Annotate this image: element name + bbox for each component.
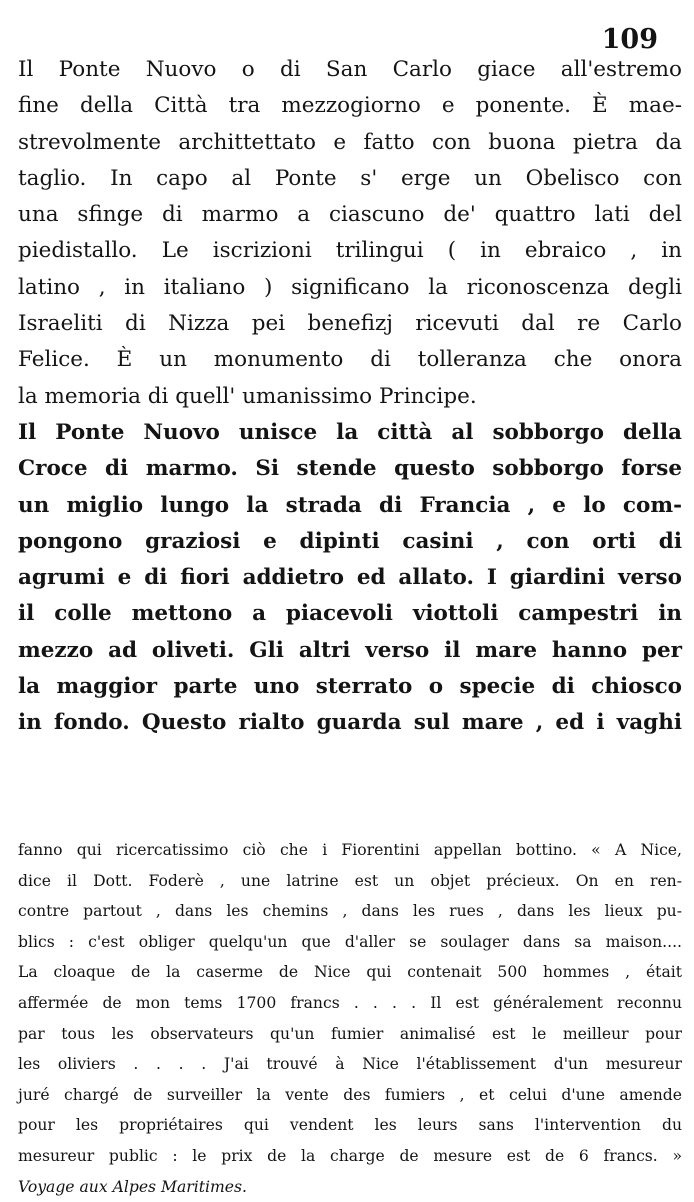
footnote-line: mesureur public : le prix de la charge de mesure est de 6 francs. » bbox=[18, 1146, 682, 1165]
text-line: taglio. In capo al Ponte s' erge un Obelisco con bbox=[18, 165, 682, 191]
text-line: Felice. È un monumento di tolleranza che onora bbox=[18, 347, 682, 373]
footnote-line: dice il Dott. Foderè , une latrine est un objet précieux. On en ren- bbox=[18, 871, 682, 890]
footnote-line: affermée de mon tems 1700 francs . . . . Il est généralement reconnu bbox=[18, 993, 682, 1012]
footnote-line: contre partout , dans les chemins , dans les rues , dans les lieux pu- bbox=[18, 902, 682, 921]
text-line: la memoria di quell' umanissimo Principe. bbox=[18, 383, 477, 409]
footnote-line: par tous les observateurs qu'un fumier animalisé est le meilleur pour bbox=[18, 1024, 682, 1043]
text-line: una sfinge di marmo a ciascuno de' quattro lati del bbox=[18, 202, 682, 228]
footnote bbox=[18, 835, 682, 1202]
footnote-line: juré chargé de surveiller la vente des fumiers , et celui d'une amende bbox=[18, 1085, 682, 1104]
page-number: 109 bbox=[601, 24, 658, 55]
footnote-line: fanno qui ricercatissimo ciò che i Fiorentini appellan bottino. « A Nice, bbox=[18, 841, 682, 859]
text-line: latino , in italiano ) significano la riconoscenza degli bbox=[18, 274, 682, 300]
text-line: strevolmente archittettato e fatto con buona pietra da bbox=[18, 129, 682, 155]
footnote-line: pour les propriétaires qui vendent les leurs sans l'intervention du bbox=[18, 1116, 682, 1135]
text-line: un miglio lungo la strada di Francia , e lo com- bbox=[18, 492, 682, 518]
main-text bbox=[18, 52, 682, 742]
footnote-line: blics : c'est obliger quelqu'un que d'aller se soulager dans sa maison.... bbox=[18, 932, 682, 951]
text-line: Il Ponte Nuovo unisce la città al sobborgo della bbox=[18, 419, 682, 445]
text-line: Il Ponte Nuovo o di San Carlo giace all'estremo bbox=[18, 57, 682, 82]
text-line: Croce di marmo. Si stende questo sobborgo forse bbox=[18, 456, 682, 482]
text-line: agrumi e di fiori addietro ed allato. I giardini verso bbox=[18, 565, 682, 591]
text-line: la maggior parte uno sterrato o specie di chiosco bbox=[18, 674, 682, 700]
text-line: mezzo ad oliveti. Gli altri verso il mare hanno per bbox=[18, 637, 682, 663]
text-line: il colle mettono a piacevoli viottoli campestri in bbox=[18, 601, 682, 627]
text-line: piedistallo. Le iscrizioni trilingui ( in ebraico , in bbox=[18, 238, 682, 264]
footnote-line: les oliviers . . . . J'ai trouvé à Nice l'établissement d'un mesureur bbox=[18, 1055, 682, 1074]
text-line: fine della Città tra mezzogiorno e ponente. È mae- bbox=[18, 93, 682, 119]
text-line: in fondo. Questo rialto guarda sul mare , ed i vaghi bbox=[18, 710, 682, 736]
text-line: Israeliti di Nizza pei benefizj ricevuti dal re Carlo bbox=[18, 311, 682, 337]
text-line: pongono graziosi e dipinti casini , con orti di bbox=[18, 528, 682, 554]
footnote-line: La cloaque de la caserme de Nice qui contenait 500 hommes , était bbox=[18, 963, 682, 982]
footnote-source: Voyage aux Alpes Maritimes. bbox=[18, 1177, 247, 1196]
